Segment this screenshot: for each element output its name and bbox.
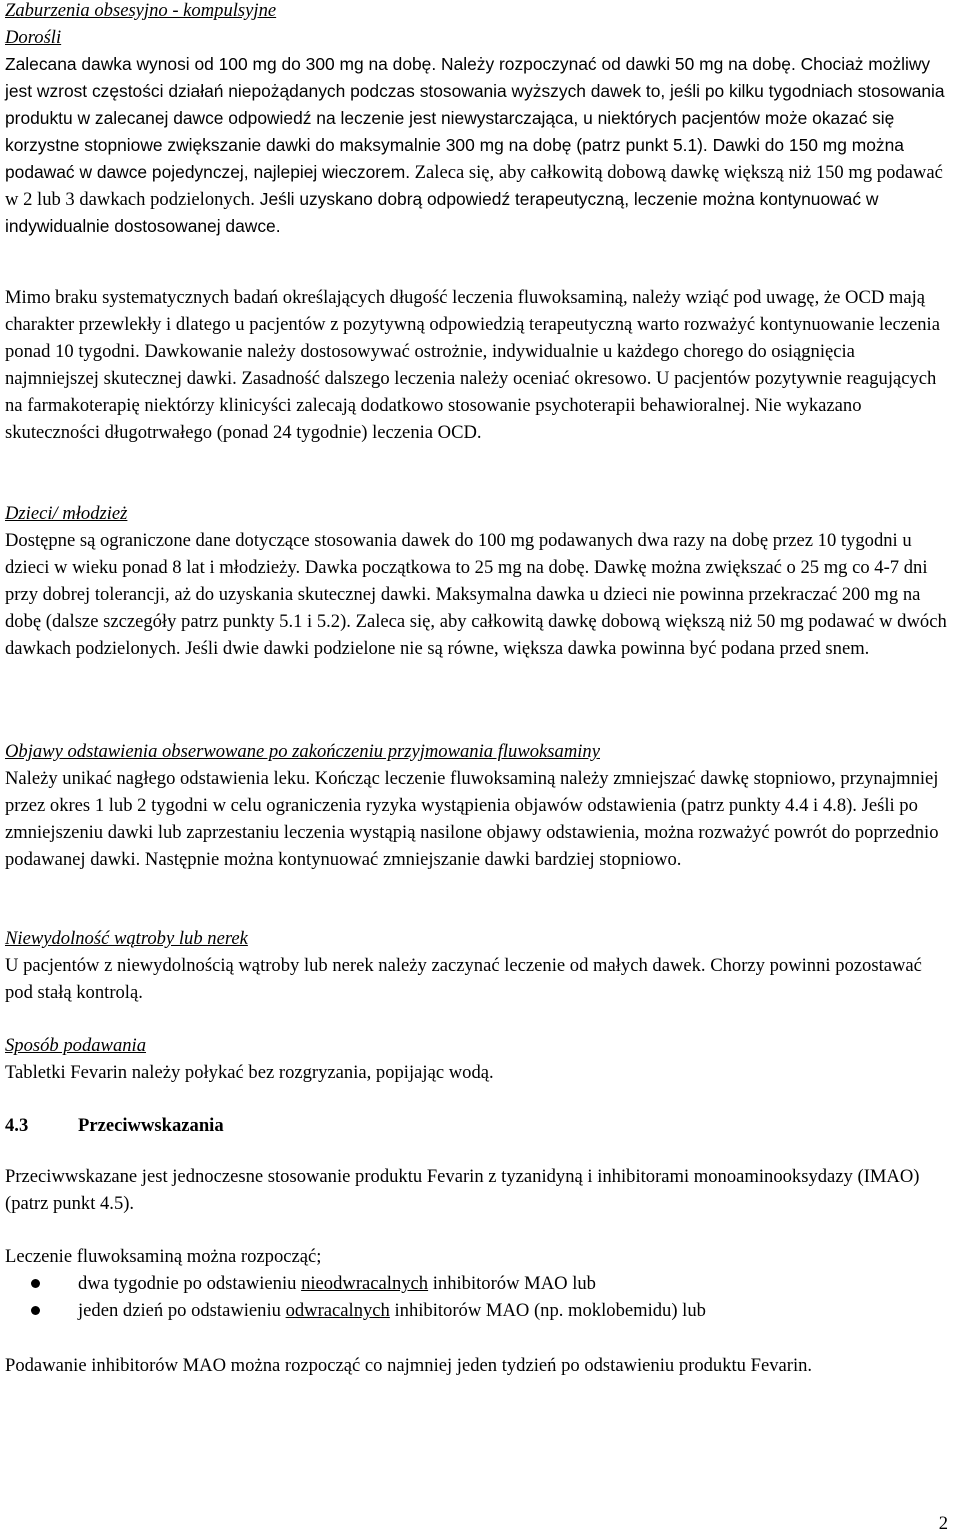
list-item: jeden dzień po odstawieniu odwracalnych inhibitorów MAO (np. moklobemidu) lub	[5, 1297, 953, 1324]
insufficiency-heading: Niewydolność wątroby lub nerek	[5, 928, 248, 949]
bullet-icon	[31, 1279, 40, 1288]
section-number: 4.3	[5, 1115, 29, 1136]
withdrawal-paragraph: Należy unikać nagłego odstawienia leku. Kończąc leczenie fluwoksaminą należy zmniejszać dawkę stopniowo, przynajmniej przez okres 1 lub 2 tygodni w celu ograniczenia ryzyka wystąpienia objawów odstawienia (patrz punkty 4.4 i 4.8). Jeśli po zmniejszeniu dawki lub zaprzestaniu leczenia wystąpią nasilone objawy odstawienia, można rozważyć powrót do poprzednio podawanej dawki. Następnie można kontynuować zmniejszanie dawki bardziej stopniowo.	[5, 768, 939, 870]
contraindications-section	[5, 1163, 953, 1217]
list-item: dwa tygodnie po odstawieniu nieodwracalnych inhibitorów MAO lub	[5, 1270, 953, 1297]
administration-paragraph: Tabletki Fevarin należy połykać bez rozgryzania, popijając wodą.	[5, 1062, 494, 1083]
children-section	[5, 500, 953, 662]
mao-section	[5, 1352, 953, 1379]
start-treatment-list	[5, 1270, 953, 1324]
insufficiency-section	[5, 925, 953, 1006]
adults-dosage-paragraph	[5, 51, 953, 240]
ocd-section	[5, 0, 953, 240]
administration-section	[5, 1032, 953, 1086]
mao-paragraph: Podawanie inhibitorów MAO można rozpocząć co najmniej jeden tydzień po odstawieniu produktu Fevarin.	[5, 1355, 813, 1376]
duration-section	[5, 284, 953, 446]
ocd-heading: Zaburzenia obsesyjno - kompulsyjne	[5, 0, 277, 21]
adults-dosage-text-1: Zalecana dawka wynosi od 100 mg do 300 mg na dobę. Należy rozpoczynać od dawki 50 mg na dobę. Chociaż możliwy jest wzrost częstości działań niepożądanych podczas stosowania wyższych dawek to, jeśli po kilku tygodniach stosowania produktu w zalecanej dawce odpowiedź na leczenie jest niewystarczająca, u niektórych pacjentów może okazać się korzystne stopniowe zwiększanie dawki do maksymalnie 300 mg na dobę (patrz punkt 5.1). Dawki do 150 mg można podawać w dawce pojedynczej, najlepiej wieczorem.	[5, 54, 945, 182]
section-title: Przeciwwskazania	[78, 1115, 224, 1136]
insufficiency-paragraph: U pacjentów z niewydolnością wątroby lub nerek należy zaczynać leczenie od małych dawek. Chorzy powinni pozostawać pod stałą kontrolą.	[5, 955, 922, 1003]
administration-heading: Sposób podawania	[5, 1035, 147, 1056]
withdrawal-section	[5, 738, 953, 873]
contraindications-paragraph: Przeciwwskazane jest jednoczesne stosowanie produktu Fevarin z tyzanidyną i inhibitorami monoaminooksydazy (IMAO) (patrz punkt 4.5).	[5, 1166, 920, 1214]
adults-dosage-text-3: Jeśli uzyskano dobrą odpowiedź terapeutyczną, leczenie można kontynuować w indywidualnie dostosowanej dawce.	[5, 189, 879, 236]
children-heading: Dzieci/ młodzież	[5, 503, 128, 524]
bullet-icon	[31, 1306, 40, 1315]
start-treatment-intro: Leczenie fluwoksaminą można rozpocząć;	[5, 1246, 322, 1267]
page-number: 2	[938, 1513, 948, 1534]
adults-heading: Dorośli	[5, 27, 62, 48]
adults-dosage-text-2: Zaleca się, aby całkowitą dobową dawkę większą niż 150 mg podawać w 2 lub 3 dawkach podzielonych.	[5, 162, 943, 210]
withdrawal-heading: Objawy odstawienia obserwowane po zakończeniu przyjmowania fluwoksaminy	[5, 741, 600, 762]
start-treatment-section	[5, 1243, 953, 1324]
section-4-3-heading	[5, 1112, 953, 1139]
duration-paragraph: Mimo braku systematycznych badań określających długość leczenia fluwoksaminą, należy wziąć pod uwagę, że OCD mają charakter przewlekły i dlatego u pacjentów z pozytywną odpowiedzią terapeutyczną warto rozważyć kontynuowanie leczenia ponad 10 tygodni. Dawkowanie należy dostosowywać ostrożnie, indywidualnie u każdego chorego do osiągnięcia najmniejszej skutecznej dawki. Zasadność dalszego leczenia należy oceniać okresowo. U pacjentów pozytywnie reagujących na farmakoterapię niektórzy klinicyści zalecają dodatkowo stosowanie psychoterapii behawioralnej. Nie wykazano skuteczności długotrwałego (ponad 24 tygodnie) leczenia OCD.	[5, 287, 940, 443]
children-paragraph: Dostępne są ograniczone dane dotyczące stosowania dawek do 100 mg podawanych dwa razy na dobę przez 10 tygodni u dzieci w wieku ponad 8 lat i młodzieży. Dawka początkowa to 25 mg na dobę. Dawkę można zwiększać o 25 mg co 4-7 dni przy dobrej tolerancji, aż do uzyskania skutecznej dawki. Maksymalna dawka u dzieci nie powinna przekraczać 200 mg na dobę (dalsze szczegóły patrz punkty 5.1 i 5.2). Zaleca się, aby całkowitą dawkę dobową większą niż 50 mg podawać w dwóch dawkach podzielonych. Jeśli dwie dawki podzielone nie są równe, większa dawka powinna być podana przed snem.	[5, 530, 947, 659]
